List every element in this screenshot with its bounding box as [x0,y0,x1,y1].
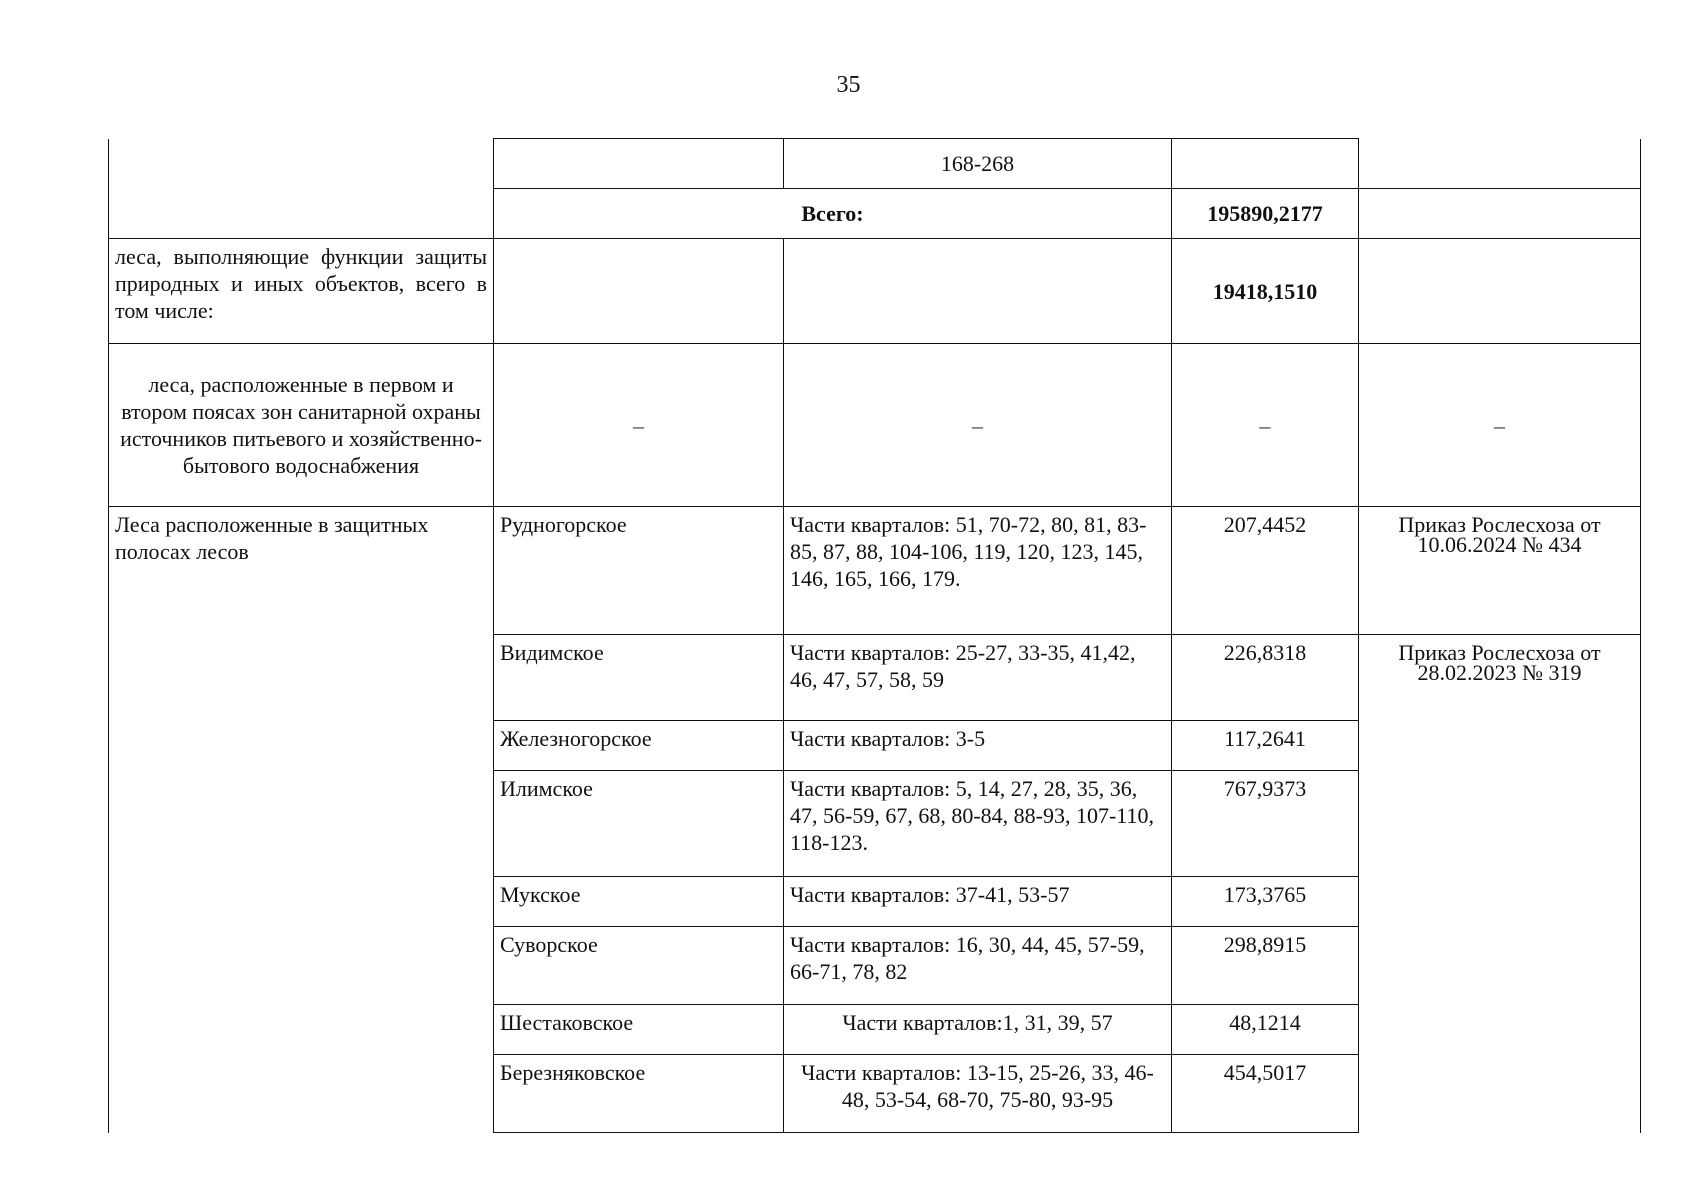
table-row [109,344,1641,507]
order-cell: Приказ Рослесхоза от 10.06.2024 № 434 [1359,507,1641,635]
area-cell [1172,139,1359,189]
area-cell: 226,8318 [1172,635,1359,721]
table-row [109,139,1641,189]
forestry-cell: Суворское [494,927,784,1005]
area-cell: 207,4452 [1172,507,1359,635]
area-cell: 173,3765 [1172,877,1359,927]
quarters-cell: – [784,344,1172,507]
total-label: Всего: [494,189,1172,239]
forestry-cell [494,239,784,344]
order-cell: – [1359,344,1641,507]
order-cell [1359,139,1641,189]
forestry-cell: Мукское [494,877,784,927]
category-cell-continued [109,139,494,239]
area-cell: 767,9373 [1172,771,1359,877]
forestry-cell: Илимское [494,771,784,877]
total-area: 195890,2177 [1172,189,1359,239]
quarters-cell: Части кварталов: 3-5 [784,721,1172,771]
table-row [109,507,1641,635]
forestry-cell: Железногорское [494,721,784,771]
area-cell: 19418,1510 [1172,239,1359,344]
order-cell: Приказ Рослесхоза от 28.02.2023 № 319 [1359,635,1641,1133]
area-cell: – [1172,344,1359,507]
forestry-cell: Шестаковское [494,1005,784,1055]
quarters-cell [784,239,1172,344]
quarters-cell: Части кварталов:1, 31, 39, 57 [784,1005,1172,1055]
order-cell [1359,239,1641,344]
page-number: 35 [836,72,861,98]
area-cell: 48,1214 [1172,1005,1359,1055]
forestry-cell: Рудногорское [494,507,784,635]
category-cell: леса, выполняющие функции защиты природных и иных объектов, всего в том числе: [109,239,494,344]
order-cell [1359,189,1641,239]
forestry-cell: – [494,344,784,507]
category-cell: леса, расположенные в первом и втором поясах зон санитарной охраны источников питьевого и хозяйственно-бытового водоснабжения [109,344,494,507]
quarters-cell: Части кварталов: 25-27, 33-35, 41,42, 46, 47, 57, 58, 59 [784,635,1172,721]
area-cell: 454,5017 [1172,1055,1359,1133]
quarters-cell: Части кварталов: 37-41, 53-57 [784,877,1172,927]
quarters-cell: Части кварталов: 13-15, 25-26, 33, 46-48, 53-54, 68-70, 75-80, 93-95 [784,1055,1172,1133]
quarters-cell: Части кварталов: 51, 70-72, 80, 81, 83-85, 87, 88, 104-106, 119, 120, 123, 145, 146, 165, 166, 179. [784,507,1172,635]
quarters-cell: 168-268 [784,139,1172,189]
area-cell: 117,2641 [1172,721,1359,771]
area-cell: 298,8915 [1172,927,1359,1005]
forestry-cell: Березняковское [494,1055,784,1133]
quarters-cell: Части кварталов: 5, 14, 27, 28, 35, 36, 47, 56-59, 67, 68, 80-84, 88-93, 107-110, 118-123. [784,771,1172,877]
category-cell: Леса расположенные в защитных полосах лесов [109,507,494,1133]
quarters-cell: Части кварталов: 16, 30, 44, 45, 57-59, 66-71, 78, 82 [784,927,1172,1005]
forestry-cell: Видимское [494,635,784,721]
forest-protection-table [108,138,1641,1133]
forestry-cell [494,139,784,189]
table-row [109,239,1641,344]
